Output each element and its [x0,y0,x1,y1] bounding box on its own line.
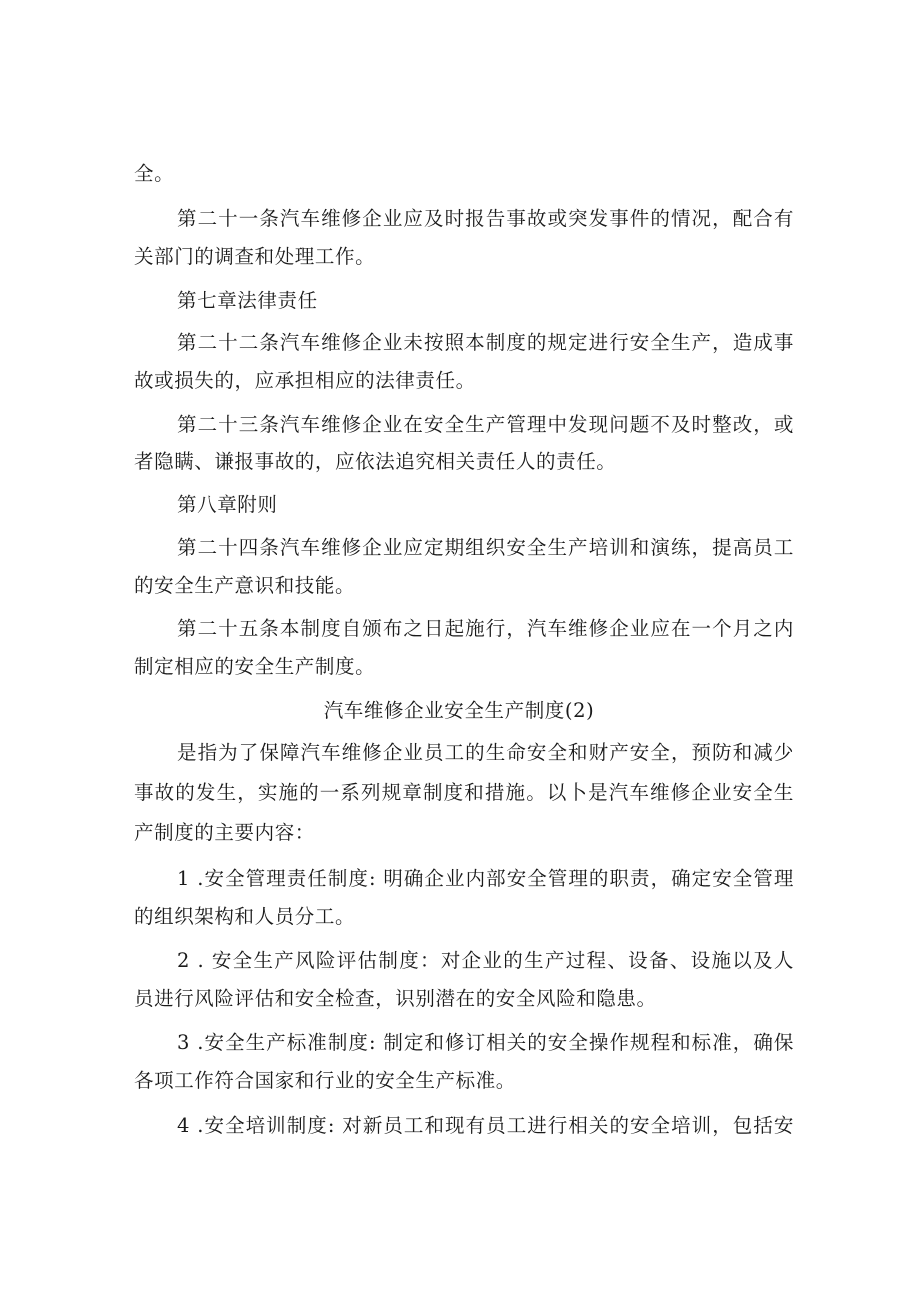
item-4: 4 .安全培训制度: 对新员工和现有员工进行相关的安全培训，包括安 [177,1114,794,1137]
text-line: 的安全生产意识和技能。 [134,574,356,597]
article-24: 第二十四条汽车维修企业应定期组织安全生产培训和演练，提高员工 [177,536,794,559]
text-line: 各项工作符合国家和行业的安全生产标准。 [134,1069,516,1092]
text-line: 故或损失的，应承担相应的法律责任。 [134,369,476,392]
article-23: 第二十三条汽车维修企业在安全生产管理中发现问题不及时整改，或 [177,413,794,436]
text-line: 的组织架构和人员分工。 [134,905,356,928]
text-line: 产制度的主要内容： [134,821,315,844]
item-2: 2 . 安全生产风险评估制度：对企业的生产过程、设备、设施以及人 [177,949,794,972]
text-line: 全。 [134,162,175,185]
article-25: 第二十五条本制度自颁布之日起施行，汽车维修企业应在一个月之内 [177,617,794,640]
section-title: 汽车维修企业安全生产制度(2) [323,699,595,722]
text-line: 员进行风险评估和安全检查，识别潜在的安全风险和隐患。 [134,987,657,1010]
chapter-8-heading: 第八章附则 [177,493,278,516]
text-line: 制定相应的安全生产制度。 [134,655,376,678]
article-22: 第二十二条汽车维修企业未按照本制度的规定进行安全生产，造成事 [177,331,794,354]
item-3: 3 .安全生产标准制度: 制定和修订相关的安全操作规程和标准，确保 [177,1031,794,1054]
article-21: 第二十一条汽车维修企业应及时报告事故或突发事件的情况，配合有 [177,207,794,230]
intro-paragraph: 是指为了保障汽车维修企业员工的生命安全和财产安全，预防和减少 [177,741,794,764]
text-line: 事故的发生，实施的一系列规章制度和措施。以卜是汽车维修企业安全生 [134,781,794,804]
chapter-7-heading: 第七章法律责任 [177,289,318,312]
text-line: 关部门的调查和处理工作。 [134,245,376,268]
text-line: 者隐瞒、谦报事故的，应依法追究相关责任人的责任。 [134,450,617,473]
item-1: 1 .安全管理责任制度: 明确企业内部安全管理的职责，确定安全管理 [177,867,794,890]
